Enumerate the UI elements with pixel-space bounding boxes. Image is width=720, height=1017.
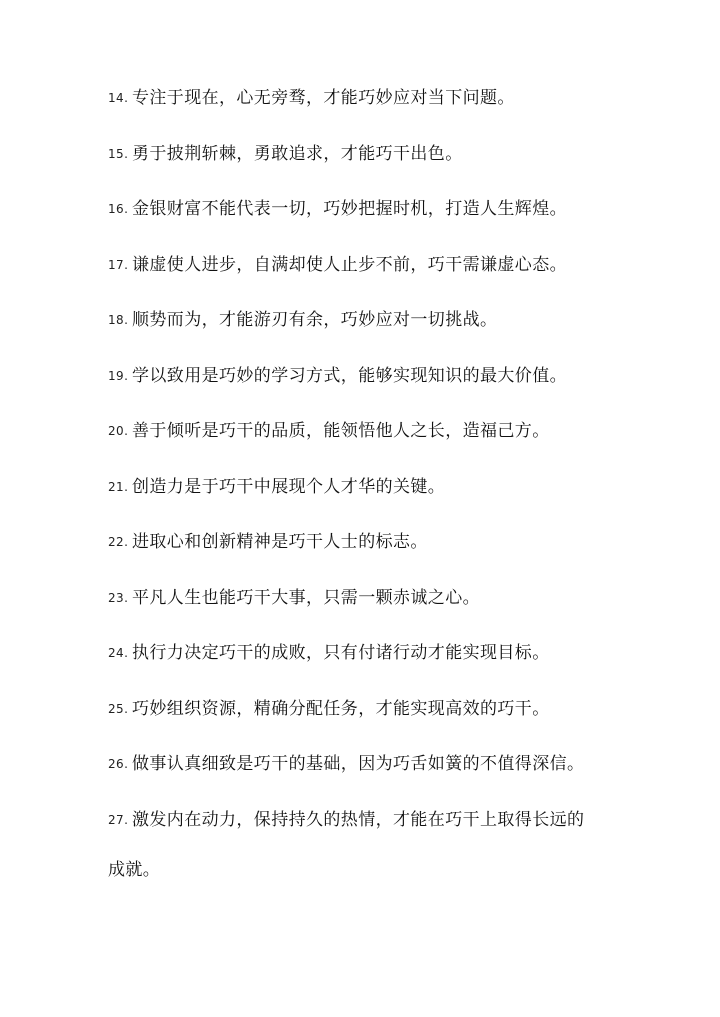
list-item: [108, 86, 668, 111]
item-number: 17.: [108, 257, 129, 272]
item-text: 创造力是于巧干中展现个人才华的关键。: [132, 476, 446, 497]
item-text: 学以致用是巧妙的学习方式，能够实现知识的最大价值。: [132, 365, 567, 386]
item-number: 20.: [108, 424, 129, 438]
item-text: 专注于现在，心无旁骛，才能巧妙应对当下问题。: [132, 88, 515, 108]
item-number: 24.: [108, 646, 129, 660]
list-item: [108, 364, 668, 389]
list-item: [108, 586, 668, 611]
list-item: [108, 641, 668, 666]
item-text-continuation: 成就。: [108, 859, 161, 880]
item-text: 做事认真细致是巧干的基础，因为巧舌如簧的不值得深信。: [132, 754, 585, 774]
list-item: [108, 697, 668, 722]
item-number: 25.: [108, 701, 129, 716]
list-item: [108, 530, 668, 555]
item-text: 顺势而为，才能游刃有余，巧妙应对一切挑战。: [132, 310, 498, 330]
list-item: [108, 308, 668, 333]
item-text: 激发内在动力，保持持久的热情，才能在巧干上取得长远的: [132, 809, 585, 830]
item-number: 15.: [108, 146, 129, 161]
list-item: [108, 752, 668, 777]
item-number: 14.: [108, 91, 129, 105]
item-number: 23.: [108, 590, 129, 605]
list-item: [108, 142, 668, 167]
item-number: 26.: [108, 757, 129, 771]
item-text: 进取心和创新精神是巧干人士的标志。: [132, 532, 428, 552]
list-item: [108, 253, 668, 278]
item-number: 19.: [108, 368, 129, 383]
item-text: 金银财富不能代表一切，巧妙把握时机，打造人生辉煌。: [132, 199, 567, 219]
item-number: 16.: [108, 202, 129, 216]
item-number: 27.: [108, 812, 129, 827]
item-text: 平凡人生也能巧干大事，只需一颗赤诚之心。: [132, 587, 480, 608]
item-number: 18.: [108, 313, 129, 327]
item-text: 执行力决定巧干的成败，只有付诸行动才能实现目标。: [132, 643, 550, 663]
item-number: 22.: [108, 535, 129, 549]
item-text: 谦虚使人进步，自满却使人止步不前，巧干需谦虚心态。: [132, 254, 567, 275]
sentence-list: [108, 86, 668, 913]
list-item: [108, 419, 668, 444]
list-item: [108, 197, 668, 222]
item-number: 21.: [108, 479, 129, 494]
item-text: 勇于披荆斩棘，勇敢追求，才能巧干出色。: [132, 143, 463, 164]
item-text: 善于倾听是巧干的品质，能领悟他人之长，造福己方。: [132, 421, 550, 441]
list-item: [108, 475, 668, 500]
item-text: 巧妙组织资源，精确分配任务，才能实现高效的巧干。: [132, 698, 550, 719]
list-item: [108, 808, 668, 883]
